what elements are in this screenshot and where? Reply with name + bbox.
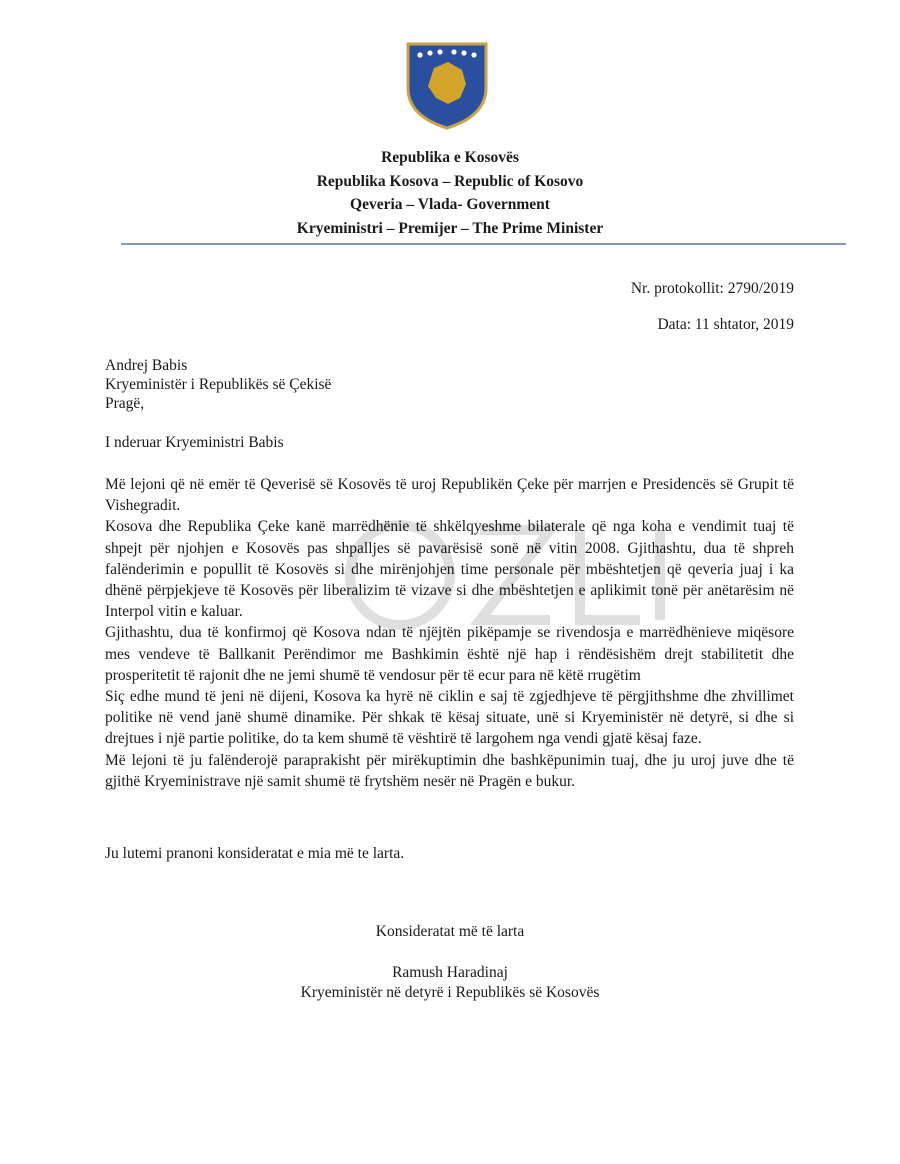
- letter-date: Data: 11 shtator, 2019: [657, 316, 794, 333]
- letterhead: [0, 146, 900, 240]
- header-government: Qeveria – Vlada- Government: [350, 196, 550, 213]
- kosovo-coat-of-arms-icon: [404, 40, 490, 130]
- body-paragraph: Më lejoni që në emër të Qeverisë së Kosovës të uroj Republikën Çeke për marrjen e Presidencës së Grupit të Vishegradit.: [105, 476, 794, 515]
- body-paragraph: Kosova dhe Republika Çeke kanë marrëdhënie të shkëlqyeshme bilaterale që nga koha e vendimit tuaj të shpejt për njohjen e Kosovës pas shpalljes së pavarësisë sonë në vitin 2008. Gjithashtu, dua të shpreh falënderimin e popullit të Kosovës si dhe mirënjohjen time personale për mbështetjen që qeveria juaj i ka dhënë përpjekjeve të Kosovës për liberalizim të vizave si dhe mbështetjen e aplikimit tonë për anëtarësim në Interpol vitin e kaluar.: [105, 518, 794, 621]
- body-paragraph: Gjithashtu, dua të konfirmoj që Kosova ndan të njëjtën pikëpamje se rivendosja e marrëdhënieve miqësore mes vendeve të Ballkanit Perëndimor me Bashkimin është një hap i rëndësishëm drejt stabilitetit dhe prosperitetit të rajonit dhe ne jemi shumë të vendosur për të ecur para në këtë rrugëtim: [105, 624, 794, 684]
- protocol-number: Nr. protokollit: 2790/2019: [630, 280, 794, 297]
- recipient-title: Kryeministër i Republikës së Çekisë: [105, 376, 332, 393]
- body-paragraph: Siç edhe mund të jeni në dijeni, Kosova ka hyrë në ciklin e saj të zgjedhjeve të përgjithshme dhe zhvillimet politike në vend janë shumë dinamike. Për shkak të kësaj situate, unë si Kryeministër në detyrë, si dhe si drejtues i një partie politike, do ta kem shumë të vështirë të largohem nga vendi gjatë kësaj faze.: [105, 688, 794, 748]
- header-country-multilingual: Republika Kosova – Republic of Kosovo: [316, 172, 584, 190]
- header-country: Republika e Kosovës: [381, 149, 519, 166]
- signature-name: Ramush Haradinaj: [392, 964, 508, 981]
- letter-body: [105, 474, 794, 792]
- recipient-name: Andrej Babis: [105, 357, 188, 374]
- recipient-block: [105, 356, 331, 413]
- recipient-city: Pragë,: [105, 395, 145, 412]
- header-divider: [121, 243, 846, 245]
- body-paragraph: Më lejoni të ju falënderojë paraprakisht për mirëkuptimin dhe bashkëpunimin tuaj, dhe ju uroj juve dhe të gjithë Kryeministrave një samit shumë të frytshëm nesër në Pragën e bukur.: [105, 751, 794, 790]
- signature-title: Kryeministër në detyrë i Republikës së Kosovës: [300, 984, 600, 1001]
- signature-regards: Konsideratat më të larta: [375, 923, 525, 940]
- closing-line: Ju lutemi pranoni konsideratat e mia më te larta.: [105, 845, 405, 862]
- header-office: Kryeministri – Premijer – The Prime Minister: [296, 219, 604, 237]
- signature-block: [200, 963, 700, 1003]
- salutation: I nderuar Kryeministri Babis: [105, 434, 284, 451]
